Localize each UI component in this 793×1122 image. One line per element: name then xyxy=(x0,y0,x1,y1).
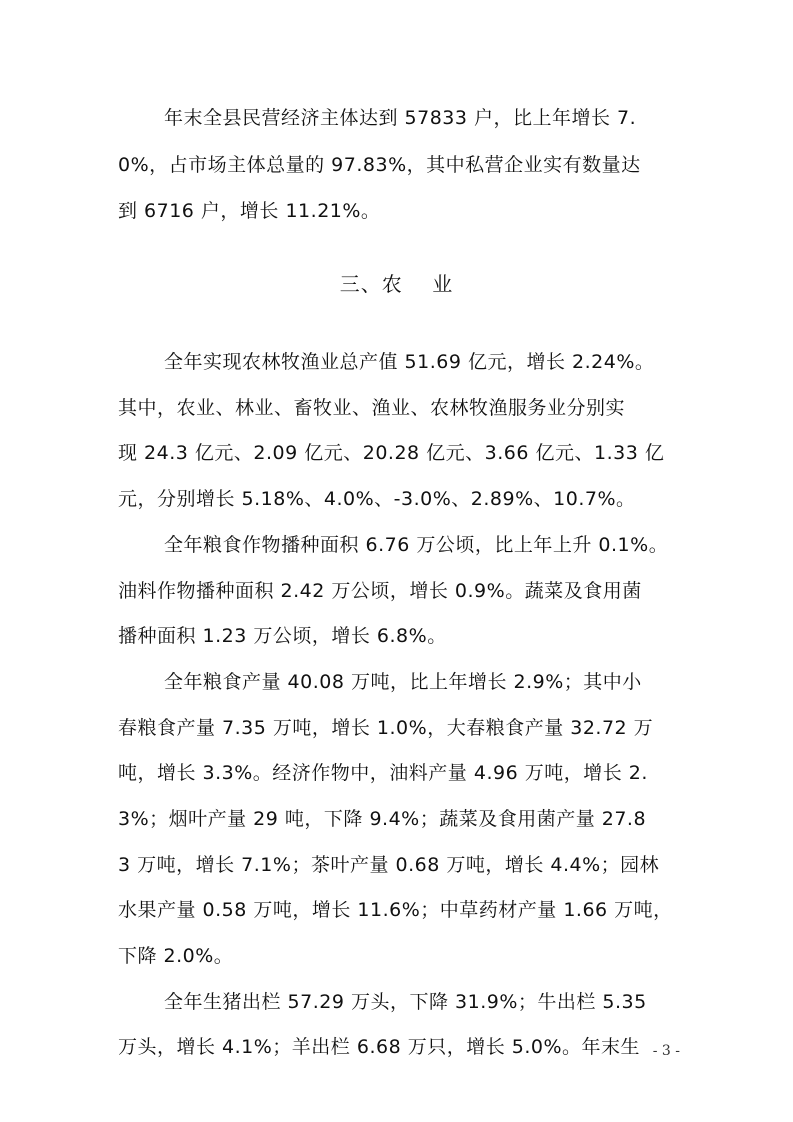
text-line: 全年粮食产量 40.08 万吨，比上年增长 2.9%；其中小 xyxy=(164,671,642,693)
text-line: 下降 2.0%。 xyxy=(118,945,234,967)
text-line: 其中，农业、林业、畜牧业、渔业、农林牧渔服务业分别实 xyxy=(118,397,626,419)
text-line: 全年粮食作物播种面积 6.76 万公顷，比上年上升 0.1%。 xyxy=(164,534,669,556)
text-line: 播种面积 1.23 万公顷，增长 6.8%。 xyxy=(118,625,447,647)
text-line: 3%；烟叶产量 29 吨，下降 9.4%；蔬菜及食用菌产量 27.8 xyxy=(118,808,647,830)
page-number: - 3 - xyxy=(652,1043,680,1059)
text-line: 现 24.3 亿元、2.09 亿元、20.28 亿元、3.66 亿元、1.33 亿 xyxy=(118,442,665,464)
section-heading-agriculture: 三、农 业 xyxy=(339,272,454,296)
text-line: 春粮食产量 7.35 万吨，增长 1.0%，大春粮食产量 32.72 万 xyxy=(118,717,654,739)
text-line: 到 6716 户，增长 11.21%。 xyxy=(118,200,381,222)
text-line: 元，分别增长 5.18%、4.0%、-3.0%、2.89%、10.7%。 xyxy=(118,488,636,510)
text-line: 万头，增长 4.1%；羊出栏 6.68 万只，增长 5.0%。年末生 xyxy=(118,1036,641,1058)
text-line: 吨，增长 3.3%。经济作物中，油料产量 4.96 万吨，增长 2. xyxy=(118,762,648,784)
text-line: 全年生猪出栏 57.29 万头，下降 31.9%；牛出栏 5.35 xyxy=(164,991,647,1013)
text-line: 水果产量 0.58 万吨，增长 11.6%；中草药材产量 1.66 万吨， xyxy=(118,899,673,921)
text-line: 3 万吨，增长 7.1%；茶叶产量 0.68 万吨，增长 4.4%；园林 xyxy=(118,854,660,876)
text-line: 年末全县民营经济主体达到 57833 户，比上年增长 7. xyxy=(164,107,637,129)
text-line: 油料作物播种面积 2.42 万公顷，增长 0.9%。蔬菜及食用菌 xyxy=(118,580,642,602)
text-line: 全年实现农林牧渔业总产值 51.69 亿元，增长 2.24%。 xyxy=(164,351,655,373)
text-line: 0%，占市场主体总量的 97.83%，其中私营企业实有数量达 xyxy=(118,154,641,176)
